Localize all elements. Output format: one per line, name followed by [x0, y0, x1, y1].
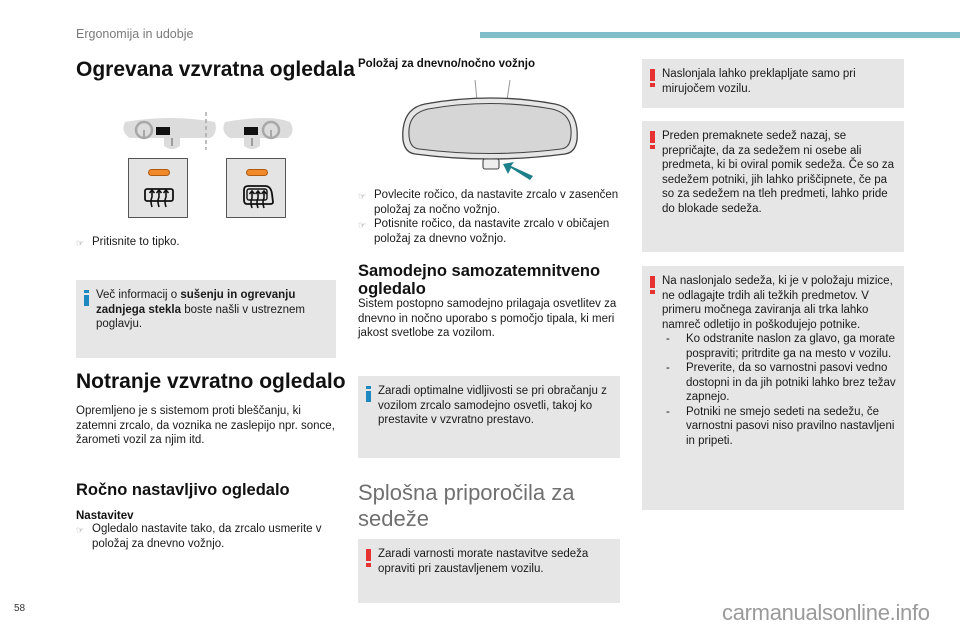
rear-defrost-button[interactable]: [128, 158, 188, 218]
day-night-title: Položaj za dnevno/nočno vožnjo: [358, 58, 535, 70]
info-box-defrost: Več informacij o sušenju in ogrevanju zadnjega stekla boste našli v ustreznem poglavju.: [76, 280, 336, 358]
header-accent-bar: [480, 32, 960, 38]
heated-mirrors-title: Ogrevana vzvratna ogledala: [76, 58, 355, 81]
press-button-instruction: ☞ Pritisnite to tipko.: [76, 235, 336, 251]
mirror-heat-icon: [241, 184, 275, 210]
pointing-hand-icon: ☞: [358, 191, 367, 201]
chapter-reference: sušenju in ogrevanju zadnjega stekla: [96, 289, 296, 316]
warning-box-seat-adjust: Zaradi varnosti morate nastavitve sedeža opraviti pri zaustavljenem vozilu.: [358, 539, 620, 603]
pointing-hand-icon: ☞: [76, 525, 85, 535]
pointing-hand-icon: ☞: [76, 238, 85, 248]
info-box-reverse: Zaradi optimalne vidljivosti se pri obračanju z vozilom zrcalo samodejno osvetli, takoj ko prestavite v vzvratno prestavo.: [358, 376, 620, 458]
indicator-led: [148, 169, 170, 176]
list-item: - Potniki ne smejo sedeti na sedežu, če varnostni pasovi niso pravilno nastavljeni in pripeti.: [666, 405, 895, 447]
list-item: - Preverite, da so varnostni pasovi vedno dostopni in da jih potniki lahko brez težav zapnejo.: [666, 362, 896, 403]
section-title: Ergonomija in udobje: [76, 27, 194, 41]
interior-mirror-body: Opremljeno je s sistemom proti bleščanju, ki zatemni zrcalo, da voznika ne zaslepijo npr. sonce, žarometi vozil za njim itd.: [76, 405, 335, 446]
info-icon: [84, 290, 89, 306]
warning-icon: [650, 69, 655, 87]
manual-mirror-instruction: ☞ Ogledalo nastavite tako, da zrcalo usmerite v položaj za dnevno vožnjo.: [76, 523, 322, 550]
warning-box-seat-back: Preden premaknete sedež nazaj, se prepričajte, da za sedežem ni osebe ali predmeta, ki bi oviral pomik sedeža. Če so za sedežem potniki, jih lahko priščipnete, če pa so za sedežem na tleh predmeti, lahko pride do blokade sedeža.: [642, 121, 904, 252]
auto-mirror-body: Sistem postopno samodejno prilagaja osvetlitev za dnevno in nočno uporabo s pomočjo tipala, ki meri jakost svetlobe za vozilom.: [358, 298, 617, 339]
heated-mirror-illustration: [110, 108, 310, 218]
pointing-hand-icon: ☞: [358, 220, 367, 230]
seats-section-title: Splošna priporočila za sedeže: [358, 480, 575, 531]
watermark-link[interactable]: carmanualsonline.info: [722, 600, 930, 625]
page-number: 58: [14, 603, 26, 614]
indicator-led: [246, 169, 268, 176]
warning-icon: [366, 549, 371, 567]
dash-list: [662, 332, 896, 448]
rear-view-mirror-illustration: [395, 80, 585, 180]
arrow-icon: [503, 162, 533, 180]
adjustment-subtitle: Nastavitev: [76, 510, 134, 522]
mirror-defrost-button[interactable]: [226, 158, 286, 218]
rear-view-mirror-icon: [395, 80, 585, 180]
rear-window-heat-icon: [143, 185, 175, 209]
bullet-item: ☞ Potisnite ročico, da nastavite zrcalo v običajen položaj za dnevno vožnjo.: [358, 218, 610, 245]
manual-mirror-title: Ročno nastavljivo ogledalo: [76, 481, 290, 499]
warning-box-table: Na naslonjalo sedeža, ki je v položaju mizice, ne odlagajte trdih ali težkih predmetov. V primeru močnega zaviranja ali trka lahko namreč odletijo in poškodujejo potnike. - Ko odstranite naslon za glavo, ga morate pospraviti; pritrdite ga na mesto v vozilu. - Preverite, da so varnostni pasovi vedno dostopni in da jih potniki lahko brez težav zapnejo. - Potniki ne smejo sedeti na sedežu, če varnostni pasovi niso pravilno nastavljeni in pripeti.: [642, 266, 904, 510]
warning-box-backrest: Naslonjala lahko preklapljate samo pri mirujočem vozilu.: [642, 59, 904, 108]
info-icon: [366, 386, 371, 402]
day-night-bullets: [358, 188, 620, 246]
list-item: - Ko odstranite naslon za glavo, ga morate pospraviti; pritrdite ga na mesto v vozilu.: [666, 333, 896, 360]
auto-mirror-title: Samodejno samozatemnitveno ogledalo: [358, 262, 601, 298]
warning-icon: [650, 276, 655, 294]
interior-mirror-title: Notranje vzvratno ogledalo: [76, 370, 346, 393]
bullet-item: ☞ Povlecite ročico, da nastavite zrcalo v zasenčen položaj za nočno vožnjo.: [358, 189, 619, 216]
warning-icon: [650, 131, 655, 149]
